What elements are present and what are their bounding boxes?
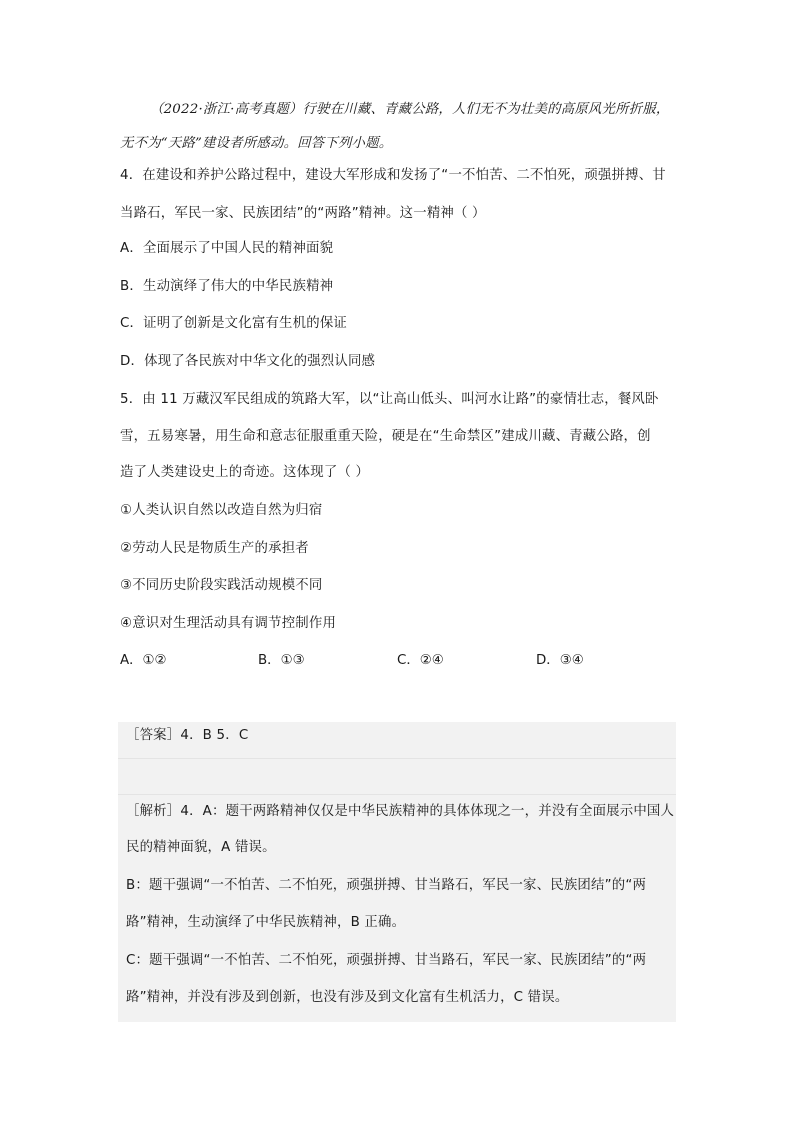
analysis-line-3: B：题干强调“一不怕苦、二不怕死，顽强拼搏、甘当路石，军民一家、民族团结”的“两 [126, 878, 647, 893]
analysis-line-5: C：题干强调“一不怕苦、二不怕死，顽强拼搏、甘当路石，军民一家、民族团结”的“两 [126, 953, 647, 968]
analysis-line-2: 民的精神面貌，A 错误。 [126, 840, 276, 855]
question-5-option-c: C．②④ [397, 653, 444, 668]
question-4-stem-line-1: 4．在建设和养护公路过程中，建设大军形成和发扬了“一不怕苦、二不怕死，顽强拼搏、甘 [120, 168, 666, 183]
answer-analysis-box [118, 722, 676, 1022]
divider [118, 758, 676, 759]
question-5-stem-line-3: 造了人类建设史上的奇迹。这体现了（ ） [120, 465, 370, 480]
question-5-option-d: D．③④ [536, 653, 584, 668]
question-5-statement-3: ③不同历史阶段实践活动规模不同 [120, 578, 323, 593]
question-5-statement-2: ②劳动人民是物质生产的承担者 [120, 541, 309, 556]
question-4-option-a: A．全面展示了中国人民的精神面貌 [120, 241, 334, 256]
intro-line-1: （2022·浙江·高考真题）行驶在川藏、青藏公路，人们无不为壮美的高原风光所折服， [150, 102, 670, 117]
question-5-stem-line-2: 雪，五易寒暑，用生命和意志征服重重天险，硬是在“生命禁区”建成川藏、青藏公路，创 [120, 429, 651, 444]
analysis-line-4: 路”精神，生动演绎了中华民族精神，B 正确。 [126, 915, 406, 930]
question-5-statement-1: ①人类认识自然以改造自然为归宿 [120, 503, 323, 518]
answer-line: ［答案］4．B 5．C [126, 728, 249, 743]
question-5-options [120, 651, 680, 671]
analysis-line-6: 路”精神，并没有涉及到创新，也没有涉及到文化富有生机活力，C 错误。 [126, 990, 569, 1005]
question-5-stem-line-1: 5．由 11 万藏汉军民组成的筑路大军，以“让高山低头、叫河水让路”的豪情壮志，餐风卧 [120, 392, 659, 407]
question-4-stem-line-2: 当路石，军民一家、民族团结”的“两路”精神。这一精神（ ） [120, 206, 486, 221]
question-5-option-b: B．①③ [258, 653, 305, 668]
question-4-option-b: B．生动演绎了伟大的中华民族精神 [120, 279, 334, 294]
question-5-option-a: A．①② [120, 653, 167, 668]
intro-line-2: 无不为“天路”建设者所感动。回答下列小题。 [120, 136, 393, 151]
analysis-line-1: ［解析］4．A：题干两路精神仅仅是中华民族精神的具体体现之一，并没有全面展示中国人 [126, 804, 675, 819]
question-4-option-d: D．体现了各民族对中华文化的强烈认同感 [120, 354, 376, 369]
question-5-statement-4: ④意识对生理活动具有调节控制作用 [120, 616, 337, 631]
divider [118, 794, 676, 795]
question-4-option-c: C．证明了创新是文化富有生机的保证 [120, 316, 347, 331]
